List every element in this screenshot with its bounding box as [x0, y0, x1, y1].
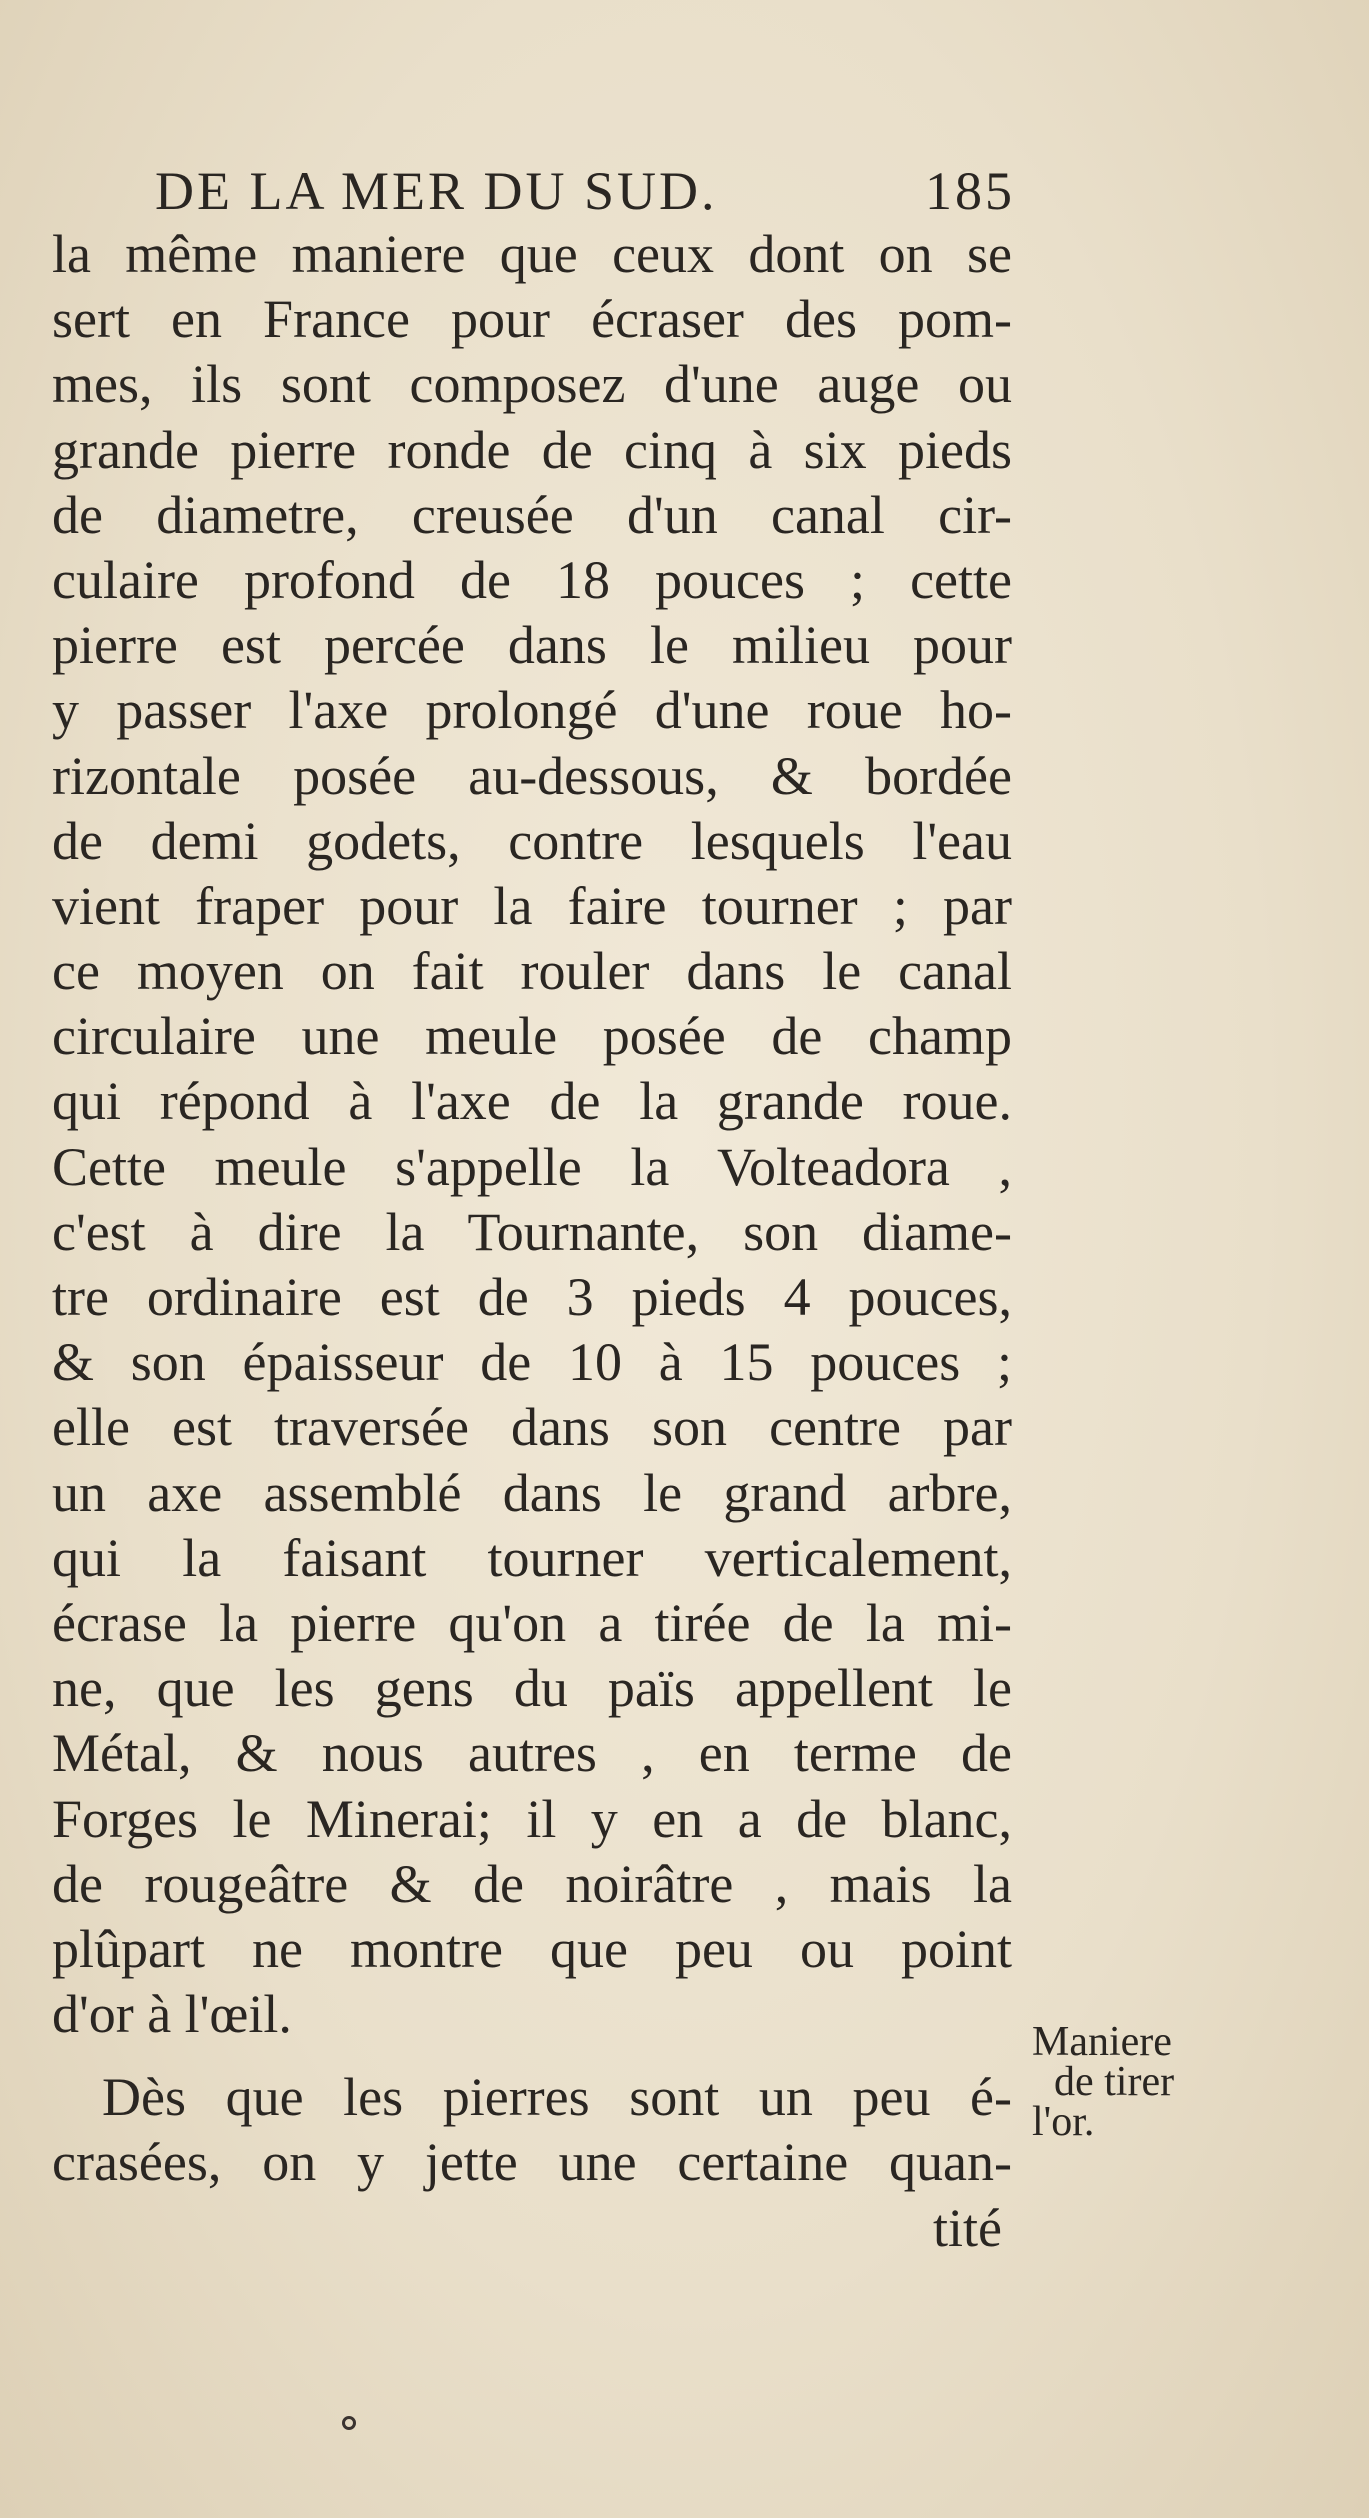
text-line: ne, que les gens du païs appellent le: [52, 1658, 1012, 1719]
catchword: tité: [933, 2197, 1002, 2258]
text-line: tre ordinaire est de 3 pieds 4 pouces,: [52, 1267, 1012, 1327]
text-line: culaire profond de 18 pouces ; cette: [52, 549, 1012, 610]
text-line: écrase la pierre qu'on a tirée de la mi-: [52, 1592, 1012, 1653]
text-line: y passer l'axe prolongé d'une roue ho-: [52, 680, 1012, 741]
text-line: & son épaisseur de 10 à 15 pouces ;: [52, 1332, 1012, 1393]
running-head: [155, 160, 1015, 220]
text-line: de rougeâtre & de noirâtre , mais la: [52, 1853, 1012, 1914]
text-line: grande pierre ronde de cinq à six pieds: [52, 419, 1012, 480]
text-line: un axe assemblé dans le grand arbre,: [52, 1462, 1012, 1523]
text-line: qui la faisant tourner verticalement,: [52, 1527, 1012, 1588]
text-line: de demi godets, contre lesquels l'eau: [52, 810, 1012, 871]
text-line: de diametre, creusée d'un canal cir-: [52, 484, 1012, 545]
text-line: la même maniere que ceux dont on se: [52, 224, 1012, 284]
margin-note-line: l'or.: [1032, 2099, 1095, 2145]
body-text: [52, 222, 1012, 2261]
text-line: sert en France pour écraser des pom-: [52, 289, 1012, 350]
text-line: plûpart ne montre que peu ou point: [52, 1918, 1012, 1979]
text-line: c'est à dire la Tournante, son diame-: [52, 1201, 1012, 1262]
text-line: elle est traversée dans son centre par: [52, 1397, 1012, 1458]
margin-note-line: Maniere: [1032, 2019, 1172, 2065]
text-line: d'or à l'œil.: [52, 1984, 292, 2045]
text-line: circulaire une meule posée de champ: [52, 1006, 1012, 1067]
text-line: rizontale posée au-dessous, & bordée: [52, 745, 1012, 806]
page-number: 185: [925, 161, 1015, 221]
text-line: mes, ils sont composez d'une auge ou: [52, 354, 1012, 415]
text-line: Forges le Minerai; il y en a de blanc,: [52, 1788, 1012, 1849]
text-line: Dès que les pierres sont un peu é-: [102, 2067, 1012, 2128]
text-line: vient fraper pour la faire tourner ; par: [52, 875, 1012, 936]
ring-ornament-icon: [342, 2416, 356, 2430]
text-line: Métal, & nous autres , en terme de: [52, 1723, 1012, 1784]
running-title: DE LA MER DU SUD.: [155, 161, 718, 221]
text-line: crasées, on y jette une certaine quan-: [52, 2132, 1012, 2193]
text-line: Cette meule s'appelle la Volteadora ,: [52, 1136, 1012, 1197]
margin-note-line: de tirer: [1054, 2059, 1175, 2105]
text-line: pierre est percée dans le milieu pour: [52, 615, 1012, 676]
text-line: qui répond à l'axe de la grande roue.: [52, 1071, 1012, 1132]
text-line: ce moyen on fait rouler dans le canal: [52, 941, 1012, 1002]
margin-note: [1032, 2019, 1222, 2145]
